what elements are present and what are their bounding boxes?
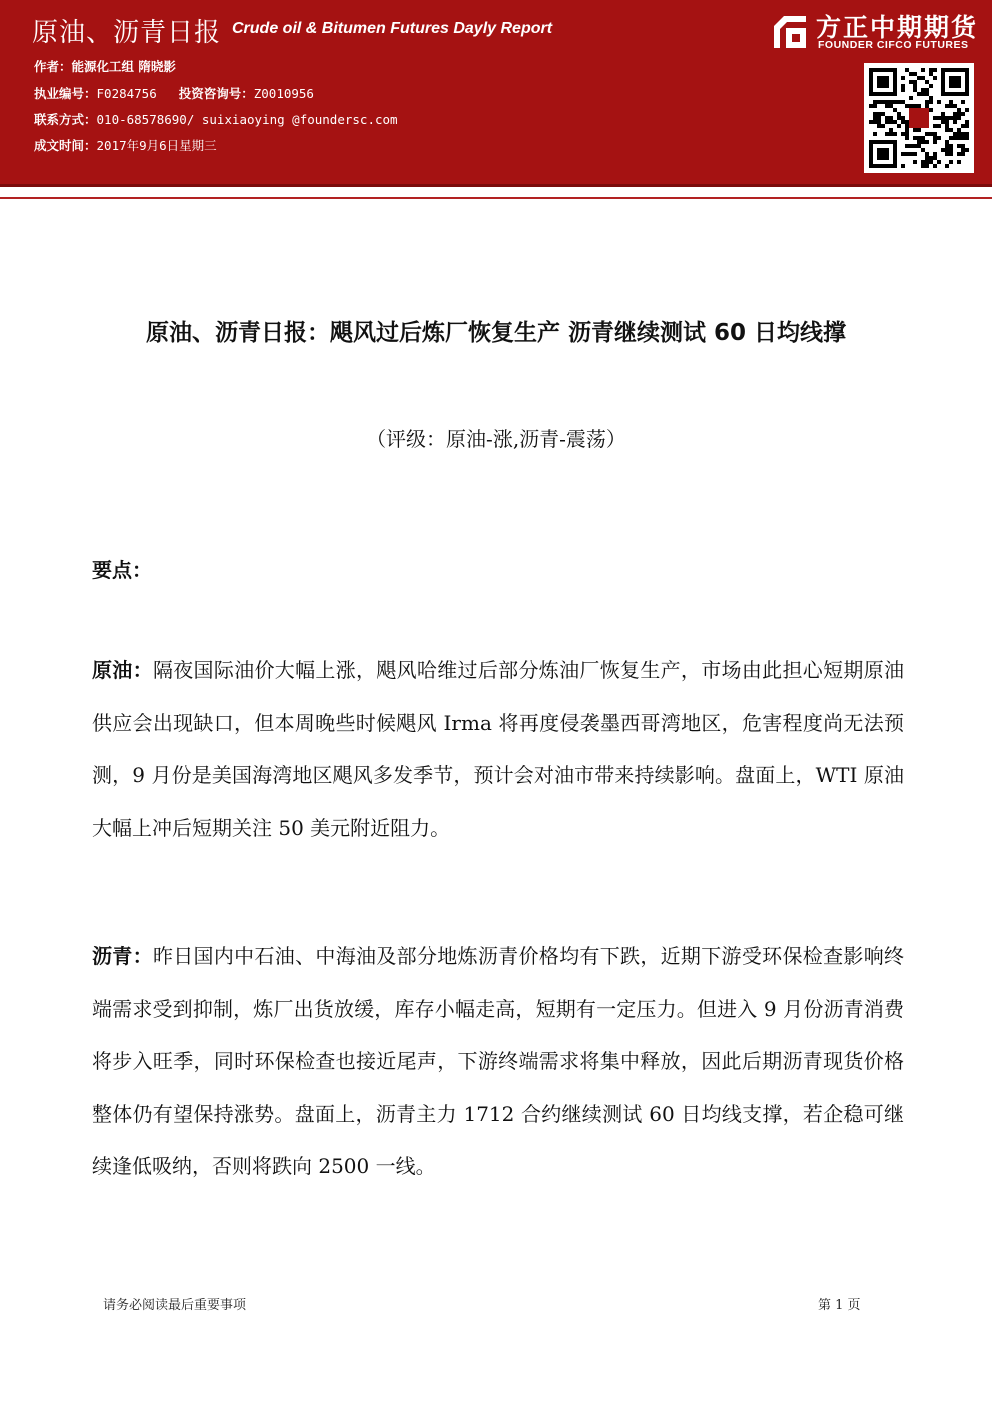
- crude-oil-lead: 原油：: [92, 658, 153, 682]
- report-date: 2017年9月6日星期三: [96, 138, 217, 153]
- bitumen-paragraph: [92, 930, 904, 1193]
- bitumen-lead: 沥青：: [92, 944, 153, 968]
- company-logo: [770, 8, 984, 56]
- advisory-number: Z0010956: [253, 86, 314, 101]
- founder-logo-icon: [770, 12, 810, 52]
- license-line: 执业编号：F0284756 投资咨询号：Z0010956: [34, 86, 314, 101]
- date-line: 成文时间：2017年9月6日星期三: [34, 138, 217, 153]
- author-name: 能源化工组 隋晓影: [71, 59, 176, 74]
- crude-oil-text: 隔夜国际油价大幅上涨，飓风哈维过后部分炼油厂恢复生产，市场由此担心短期原油供应会出现缺口，但本周晚些时候飓风 Irma 将再度侵袭墨西哥湾地区，危害程度尚无法预测，9 月份是美国海湾地区飓风多发季节，预计会对油市带来持续影响。盘面上，WTI 原油大幅上冲后短期关注 50 美元附近阻力。: [92, 658, 905, 840]
- report-headline: 原油、沥青日报：飓风过后炼厂恢复生产 沥青继续测试 60 日均线撑: [145, 320, 847, 346]
- page-number: 第 1 页: [818, 1298, 861, 1313]
- qr-code-icon: [869, 68, 969, 168]
- keypoints-heading: 要点：: [92, 558, 152, 582]
- rating-line: （评级：原油-涨,沥青-震荡）: [366, 427, 626, 451]
- logo-text-cn: 方正中期期货: [816, 13, 979, 42]
- footer-notice: 请务必阅读最后重要事项: [103, 1298, 247, 1313]
- header-rule: [0, 197, 992, 199]
- bitumen-text: 昨日国内中石油、中海油及部分地炼沥青价格均有下跌，近期下游受环保检查影响终端需求受到抑制，炼厂出货放缓，库存小幅走高，短期有一定压力。但进入 9 月份沥青消费将步入旺季，同时环保检查也接近尾声，下游终端需求将集中释放，因此后期沥青现货价格整体仍有望保持涨势。盘面上，沥青主力 1712 合约继续测试 60 日均线支撑，若企稳可继续逢低吸纳，否则将跌向 2500 一线。: [92, 944, 905, 1178]
- logo-text-en: FOUNDER CIFCO FUTURES: [818, 39, 969, 51]
- crude-oil-paragraph: [92, 644, 904, 854]
- contact-line: 联系方式：010-68578690/ suixiaoying @foundersc.com: [34, 112, 398, 127]
- author-line: 作者：能源化工组 隋晓影: [34, 59, 176, 74]
- contact-info: 010-68578690/ suixiaoying @foundersc.com: [96, 112, 398, 127]
- license-number: F0284756: [96, 86, 157, 101]
- qr-code: [864, 63, 974, 173]
- report-title-cn: 原油、沥青日报: [32, 18, 222, 48]
- report-title-en: Crude oil & Bitumen Futures Dayly Report: [232, 20, 553, 37]
